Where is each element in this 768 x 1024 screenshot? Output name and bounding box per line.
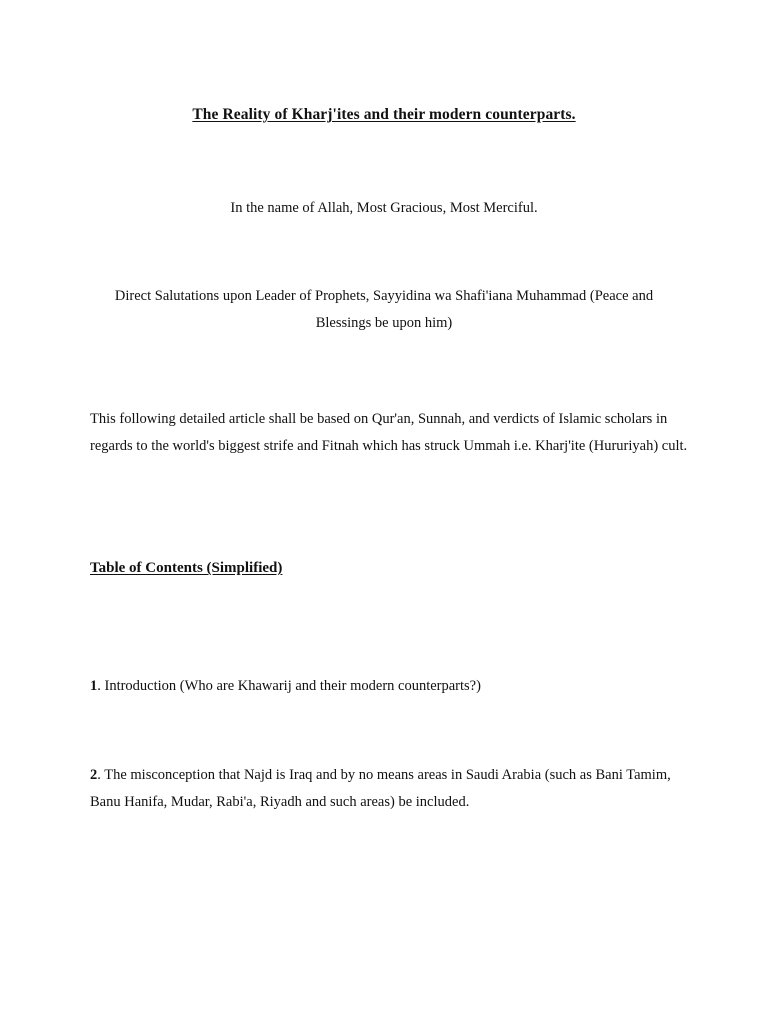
toc-item-text: . The misconception that Najd is Iraq and by no means areas in Saudi Arabia (such as Bani Tamim, Banu Hanifa, Mudar, Rabi'a, Riyadh and such areas) be included. — [90, 767, 671, 810]
toc-item-1 — [90, 673, 690, 700]
intro-paragraph: This following detailed article shall be based on Qur'an, Sunnah, and verdicts of Islamic scholars in regards to the world's biggest strife and Fitnah which has struck Ummah i.e. Kharj'ite (Hururiyah) cult. — [90, 411, 688, 454]
salutation-paragraph: Direct Salutations upon Leader of Prophets, Sayyidina wa Shafi'iana Muhammad (Peace and Blessings be upon him) — [114, 288, 654, 331]
toc-item-number: 1 — [90, 678, 98, 694]
toc-item-text: . Introduction (Who are Khawarij and their modern counterparts?) — [97, 678, 481, 694]
toc-heading: Table of Contents (Simplified) — [90, 560, 283, 576]
toc-item-2 — [90, 762, 690, 816]
basmala-line: In the name of Allah, Most Gracious, Most Merciful. — [230, 200, 538, 216]
document-title: The Reality of Kharj'ites and their modern counterparts. — [192, 106, 576, 123]
toc-item-number: 2 — [90, 767, 98, 783]
